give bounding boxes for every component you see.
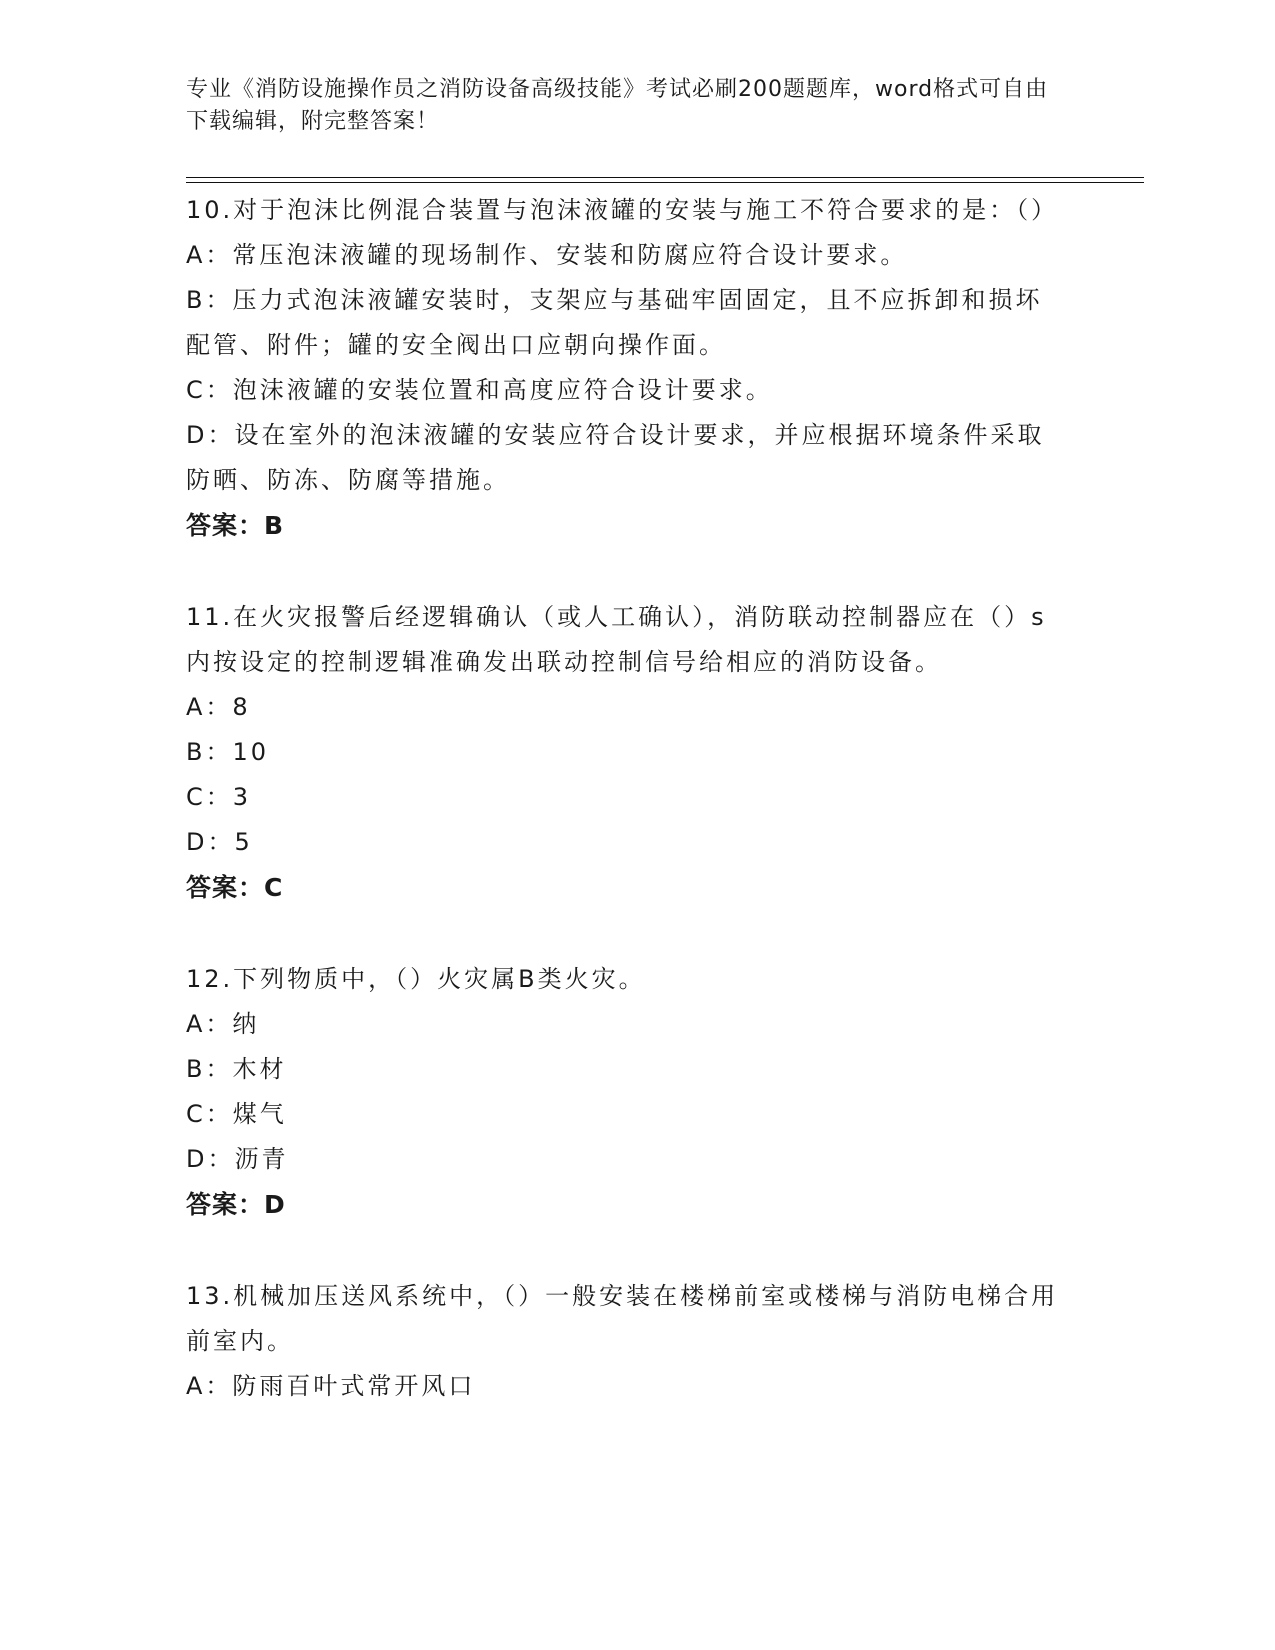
question-text: 10.对于泡沫比例混合装置与泡沫液罐的安装与施工不符合要求的是：（） (186, 196, 1059, 224)
option-c: C：煤气 (186, 1100, 287, 1128)
question-10 (186, 188, 1066, 548)
question-13 (186, 1274, 1066, 1409)
option-b: B：压力式泡沫液罐安装时，支架应与基础牢固固定，且不应拆卸和损坏配管、附件；罐的安全阀出口应朝向操作面。 (186, 286, 1043, 359)
option-a: A：常压泡沫液罐的现场制作、安装和防腐应符合设计要求。 (186, 241, 908, 269)
option-c: C：3 (186, 783, 252, 811)
question-gap (186, 548, 1066, 595)
question-gap (186, 910, 1066, 957)
answer: 答案：D (186, 1190, 286, 1219)
question-list (186, 188, 1066, 1409)
question-11 (186, 595, 1066, 910)
question-text: 13.机械加压送风系统中，（）一般安装在楼梯前室或楼梯与消防电梯合用前室内。 (186, 1282, 1059, 1355)
header-divider-top (186, 177, 1144, 178)
question-12 (186, 957, 1066, 1227)
option-b: B：木材 (186, 1055, 287, 1083)
option-d: D：设在室外的泡沫液罐的安装应符合设计要求，并应根据环境条件采取防晒、防冻、防腐等措施。 (186, 421, 1045, 494)
header-text: 专业《消防设施操作员之消防设备高级技能》考试必刷200题题库，word格式可自由下载编辑，附完整答案！ (186, 77, 1049, 134)
header-divider-bottom (186, 182, 1144, 183)
question-gap (186, 1227, 1066, 1274)
option-a: A：纳 (186, 1010, 260, 1038)
question-text: 11.在火灾报警后经逻辑确认（或人工确认），消防联动控制器应在（）s内按设定的控制逻辑准确发出联动控制信号给相应的消防设备。 (186, 603, 1047, 676)
document-header (186, 74, 1066, 138)
answer: 答案：C (186, 873, 284, 902)
option-a: A：8 (186, 693, 251, 721)
option-b: B：10 (186, 738, 270, 766)
answer: 答案：B (186, 511, 285, 540)
option-c: C：泡沫液罐的安装位置和高度应符合设计要求。 (186, 376, 773, 404)
option-a: A：防雨百叶式常开风口 (186, 1372, 476, 1400)
option-d: D：5 (186, 828, 253, 856)
question-text: 12.下列物质中，（）火灾属B类火灾。 (186, 965, 646, 993)
option-d: D：沥青 (186, 1145, 289, 1173)
